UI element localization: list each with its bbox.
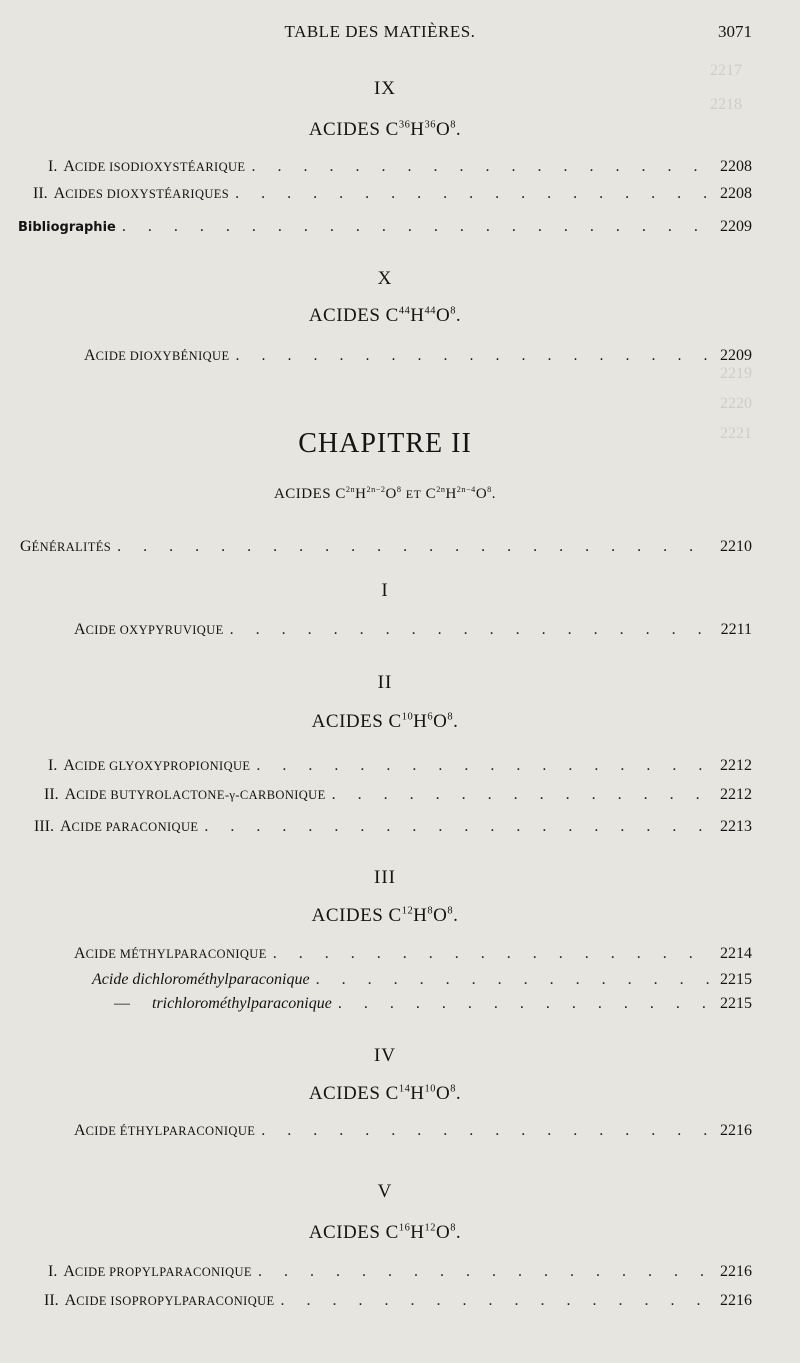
toc-entry [48, 158, 752, 176]
dot-leader [256, 757, 714, 775]
bleed-through-text: 2221 [720, 425, 752, 442]
entry-label: Bibliographie [18, 220, 116, 235]
entry-label: ACIDE MÉTHYLPARACONIQUE [74, 945, 267, 962]
toc-entry [48, 757, 752, 775]
entry-label: ACIDES DIOXYSTÉARIQUES [53, 185, 230, 202]
entry-label: ACIDE DIOXYBÉNIQUE [84, 347, 230, 364]
entry-label: ACIDE OXYPYRUVIQUE [74, 621, 224, 638]
entry-label: ACIDE BUTYROLACTONE-γ-CARBONIQUE [64, 786, 326, 803]
toc-entry [44, 786, 752, 804]
dot-leader [251, 158, 714, 176]
entry-label: Acide dichlorométhylparaconique [92, 971, 310, 988]
entry-page: 2212 [720, 757, 752, 774]
section-numeral: I [381, 580, 389, 601]
toc-entry [20, 538, 752, 556]
toc-entry [18, 218, 752, 236]
section-formula: ACIDES $C^{16}H^{12}O^8$. [308, 1222, 462, 1243]
entry-page: 2214 [720, 945, 752, 962]
toc-entry [33, 185, 752, 203]
bleed-through-text: 2220 [720, 395, 752, 412]
entry-page: 2208 [720, 185, 752, 202]
entry-number: I. [48, 158, 58, 175]
toc-entry [92, 995, 752, 1013]
dot-leader [204, 818, 714, 836]
entry-number: II. [44, 786, 59, 803]
entry-number: I. [48, 1263, 58, 1280]
dot-leader [258, 1263, 714, 1281]
chapter-title: CHAPITRE II [298, 428, 472, 459]
toc-entry [48, 1263, 752, 1281]
toc-entry [74, 621, 752, 639]
entry-label: ACIDE ISODIOXYSTÉARIQUE [63, 158, 246, 175]
entry-label: ACIDE ISOPROPYLPARACONIQUE [64, 1292, 275, 1309]
dot-leader [235, 347, 714, 365]
dot-leader [117, 538, 714, 556]
section-numeral: IV [373, 1045, 397, 1066]
entry-label: ACIDE ÉTHYLPARACONIQUE [74, 1122, 256, 1139]
section-formula: ACIDES $C^{14}H^{10}O^8$. [308, 1083, 462, 1104]
entry-page: 2211 [720, 621, 752, 638]
entry-label: ACIDE PROPYLPARACONIQUE [63, 1263, 252, 1280]
chapter-subtitle: ACIDES $C^{2n}H^{2n-2}O^8$ ET $C^{2n}H^{2n-4}O^8$. [273, 485, 497, 502]
entry-label: trichlorométhylparaconique [152, 995, 332, 1012]
section-numeral: V [377, 1181, 393, 1202]
entry-page: 2215 [720, 995, 752, 1012]
entry-page: 2216 [720, 1122, 752, 1139]
section-formula: ACIDES $C^{36}H^{36}O^8$. [308, 119, 462, 140]
entry-label: GÉNÉRALITÉS [20, 538, 112, 555]
entry-page: 2215 [720, 971, 752, 988]
dot-leader [338, 995, 714, 1013]
entry-number: I. [48, 757, 58, 774]
entry-page: 2216 [720, 1263, 752, 1280]
toc-entry [92, 971, 752, 989]
section-numeral: X [377, 268, 393, 289]
entry-number: III. [34, 818, 54, 835]
running-header-page-number: 3071 [718, 22, 752, 41]
entry-page: 2208 [720, 158, 752, 175]
entry-page: 2216 [720, 1292, 752, 1309]
toc-entry [44, 1292, 752, 1310]
bleed-through-text: 2218 [710, 96, 742, 113]
section-formula: ACIDES $C^{10}H^6O^8$. [311, 711, 459, 732]
running-header-title: TABLE DES MATIÈRES. [284, 22, 476, 41]
dot-leader [273, 945, 714, 963]
dot-leader [316, 971, 714, 989]
dot-leader [122, 218, 714, 236]
dot-leader [332, 786, 714, 804]
toc-entry [74, 945, 752, 963]
entry-number: II. [44, 1292, 59, 1309]
toc-entry [74, 1122, 752, 1140]
section-formula: ACIDES $C^{12}H^8O^8$. [311, 905, 459, 926]
bleed-through-text: 2217 [710, 62, 742, 79]
section-numeral: II [377, 672, 393, 693]
entry-page: 2209 [720, 347, 752, 364]
entry-label: ACIDE PARACONIQUE [59, 818, 199, 835]
section-numeral: IX [373, 78, 397, 99]
entry-number: II. [33, 185, 48, 202]
dot-leader [235, 185, 714, 203]
toc-entry [84, 347, 752, 365]
dot-leader [281, 1292, 714, 1310]
ditto-dash: — [114, 995, 130, 1012]
toc-entry [34, 818, 752, 836]
entry-label: ACIDE GLYOXYPROPIONIQUE [63, 757, 251, 774]
entry-page: 2209 [720, 218, 752, 235]
bleed-through-text: 2219 [720, 365, 752, 382]
dot-leader [230, 621, 715, 639]
section-formula: ACIDES $C^{44}H^{44}O^8$. [308, 305, 462, 326]
entry-page: 2212 [720, 786, 752, 803]
dot-leader [261, 1122, 714, 1140]
section-numeral: III [374, 867, 396, 888]
entry-page: 2213 [720, 818, 752, 835]
entry-page: 2210 [720, 538, 752, 555]
